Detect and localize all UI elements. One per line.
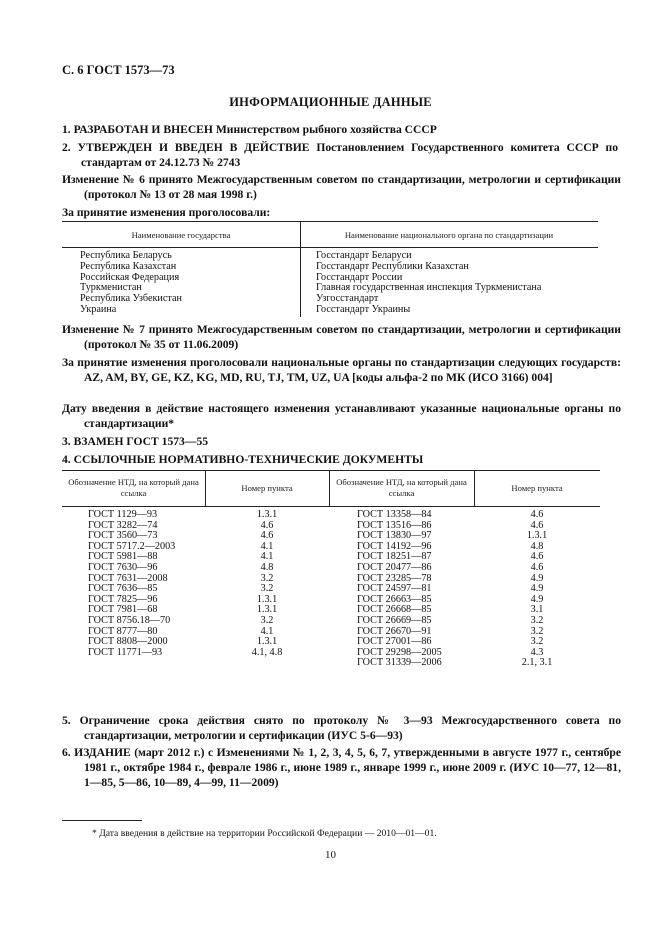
table-cell: ГОСТ 26668—85 (357, 604, 432, 616)
table-cell: 4.1 (260, 625, 274, 637)
change-6-note: Изменение № 6 принято Межгосударственным советом по стандартизации, метрологии и сертификации (протокол № 13 от 28 мая 1998 г.) (62, 173, 621, 201)
table-cell: Республика Казахстан (80, 260, 177, 272)
footnote-rule (62, 820, 142, 821)
table-cell: ГОСТ 8808—2000 (88, 636, 168, 648)
table-cell: ГОСТ 29298—2005 (357, 646, 442, 658)
table-cell: 4.1, 4.8 (251, 646, 283, 658)
table-cell: Узгосстандарт (316, 293, 379, 305)
table-cell: ГОСТ 11771—93 (88, 646, 163, 658)
table-cell: ГОСТ 27001—86 (357, 636, 432, 648)
refs-header-clause-1: Номер пункта (241, 483, 293, 493)
table-cell: Госстандарт Республики Казахстан (316, 260, 469, 272)
table-cell: ГОСТ 8777—80 (88, 625, 158, 637)
footnote: * Дата введения в действие на территории Российской Федерации — 2010—01—01. (92, 828, 437, 839)
table-cell: 4.6 (260, 530, 274, 542)
table-cell: ГОСТ 3282—74 (88, 519, 158, 531)
table-cell: ГОСТ 7630—96 (88, 562, 158, 573)
table-cell: ГОСТ 3560—73 (88, 530, 158, 542)
table-cell: 1.3.1 (256, 604, 278, 616)
table-cell: ГОСТ 1129—93 (88, 509, 158, 520)
table-cell: 1.3.1 (256, 636, 278, 648)
table-cell: 4.6 (530, 551, 544, 563)
table-cell: Украина (80, 304, 117, 315)
table-cell: ГОСТ 13830—97 (357, 530, 432, 542)
table-cell: ГОСТ 23285—78 (357, 572, 432, 584)
table-cell: Госстандарт России (316, 271, 403, 283)
table-cell: 4.8 (530, 540, 544, 552)
table-cell: Республика Беларусь (80, 250, 172, 261)
table-cell: Российская Федерация (80, 271, 180, 283)
table-cell: Госстандарт Украины (316, 304, 411, 315)
page-header: С. 6 ГОСТ 1573—73 (62, 63, 175, 77)
refs-header-doc-1: Обозначение НТД, на который дана ссылка (68, 477, 199, 498)
table-cell: 4.6 (530, 519, 544, 531)
table-cell: 4.3 (530, 646, 544, 658)
item-developed: 1. РАЗРАБОТАН И ВНЕСЕН Министерством рыбного хозяйства СССР (62, 123, 437, 136)
table-cell: 3.2 (530, 625, 544, 637)
table-cell: 4.1 (260, 540, 274, 552)
table-cell: 3.2 (260, 572, 274, 584)
item-edition: 6. ИЗДАНИЕ (март 2012 г.) с Изменениями № 1, 2, 3, 4, 5, 6, 7, утвержденными в августе 1977 г., сентябре 1981 г., октябре 1984 г., феврале 1986 г., июне 1989 г., январе 1999 г., июне 2009 г. (ИУС 10—77, 12—81, 1—85, 5—86, 10—89, 4—99, 11—2009) (62, 746, 621, 789)
table-cell: 1.3.1 (526, 530, 548, 542)
table-cell: ГОСТ 7981—68 (88, 604, 158, 616)
table-cell: 4.1 (260, 551, 274, 563)
change-7-note: Изменение № 7 принято Межгосударственным советом по стандартизации, метрологии и сертификации (протокол № 35 от 11.06.2009) (62, 323, 621, 351)
table-cell: ГОСТ 7631—2008 (88, 572, 168, 584)
table-cell: ГОСТ 7825—96 (88, 593, 158, 605)
table-cell: 3.2 (260, 583, 274, 595)
table-cell: 1.3.1 (256, 509, 278, 520)
table-cell: 4.9 (530, 583, 544, 595)
table-cell: ГОСТ 7636—85 (88, 583, 158, 595)
table-cell: ГОСТ 26663—85 (357, 593, 432, 605)
item-references: 4. ССЫЛОЧНЫЕ НОРМАТИВНО-ТЕХНИЧЕСКИЕ ДОКУМЕНТЫ (62, 453, 424, 466)
refs-header-doc-2: Обозначение НТД, на который дана ссылка (336, 477, 467, 498)
table-cell: Республика Узбекистан (80, 293, 182, 305)
table-cell: ГОСТ 31339—2006 (357, 657, 442, 669)
table-cell: 4.6 (530, 509, 544, 520)
item-replaces: 3. ВЗАМЕН ГОСТ 1573—55 (62, 435, 209, 448)
intro-date-note: Дату введения в действие настоящего изменения устанавливают указанные национальные органы по стандартизации* (62, 402, 621, 430)
voted-national-bodies: За принятие изменения проголосовали национальные органы по стандартизации следующих государств: AZ, AM, BY, GE, KZ, KG, MD, RU, TJ, TM, UZ, UA [коды альфа-2 по МК (ИСО 3166) 004] (62, 356, 621, 384)
table-cell: 3.1 (530, 604, 544, 616)
table-cell: Туркменистан (80, 282, 142, 294)
table-cell: 4.8 (260, 562, 274, 573)
table-cell: ГОСТ 8756.18—70 (88, 615, 171, 626)
table-cell: 3.2 (530, 636, 544, 648)
table-cell: 4.9 (530, 593, 544, 605)
table-cell: 1.3.1 (256, 593, 278, 605)
table-cell: ГОСТ 18251—87 (357, 551, 432, 563)
refs-header-clause-2: Номер пункта (511, 483, 563, 493)
table-cell: 4.6 (260, 519, 274, 531)
voted-label: За принятие изменения проголосовали: (62, 206, 271, 219)
table-cell: ГОСТ 14192—96 (357, 540, 432, 552)
item-approved: 2. УТВЕРЖДЕН И ВВЕДЕН В ДЕЙСТВИЕ Постановлением Государственного комитета СССР по стандартам от 24.12.73 № 2743 (62, 141, 618, 169)
table-cell: 3.2 (530, 615, 544, 626)
table-cell: ГОСТ 13516—86 (357, 519, 432, 531)
table-cell: 2.1, 3.1 (521, 657, 553, 669)
table-cell: 4.6 (530, 562, 544, 573)
page-number: 10 (325, 849, 336, 861)
table-cell: ГОСТ 26670—91 (357, 625, 432, 637)
table-cell: ГОСТ 5981—88 (88, 551, 158, 563)
table-cell: ГОСТ 26669—85 (357, 615, 432, 626)
table-cell: ГОСТ 5717.2—2003 (88, 540, 176, 552)
states-table-header-body: Наименование национального органа по стандартизации (344, 230, 554, 240)
table-cell: ГОСТ 13358—84 (357, 509, 432, 520)
table-cell: ГОСТ 20477—86 (357, 562, 432, 573)
item-validity: 5. Ограничение срока действия снято по протоколу № 3—93 Межгосударственного совета по стандартизации, метрологии и сертификации (ИУС 5-6—93) (62, 714, 621, 742)
table-cell: Главная государственная инспекция Туркменистана (316, 282, 542, 294)
section-title: ИНФОРМАЦИОННЫЕ ДАННЫЕ (229, 95, 432, 109)
table-cell: 3.2 (260, 615, 274, 626)
table-cell: Госстандарт Беларуси (316, 250, 412, 261)
states-table-header-state: Наименование государства (131, 230, 231, 240)
table-cell: ГОСТ 24597—81 (357, 583, 432, 595)
table-cell: 4.9 (530, 572, 544, 584)
